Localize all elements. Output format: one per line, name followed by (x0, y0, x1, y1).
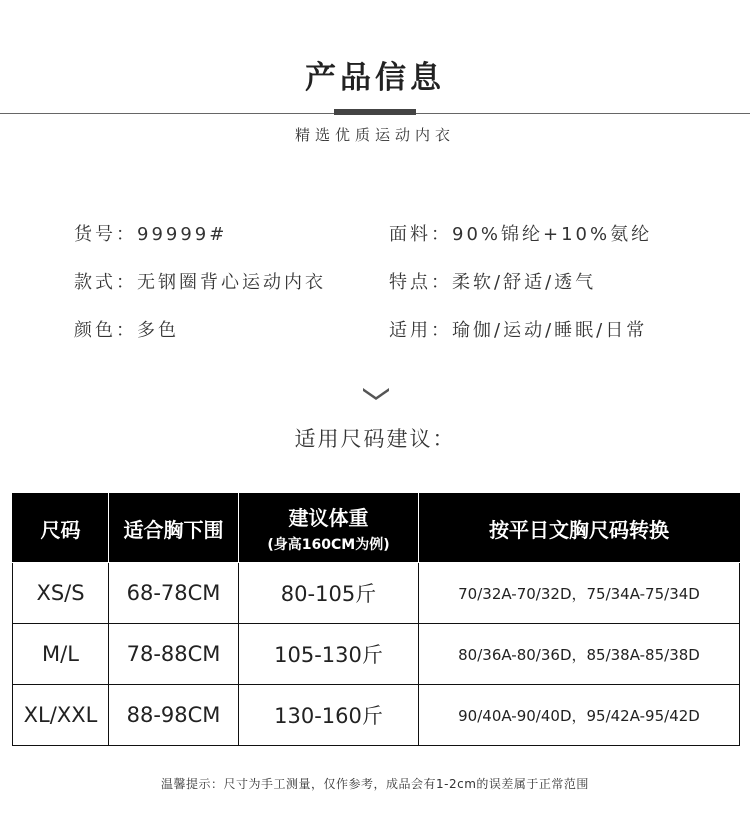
table-row (13, 685, 740, 746)
size-section-heading: 适用尺码建议： (294, 427, 456, 451)
usage: 适用：瑜伽/运动/睡眠/日常 (389, 320, 648, 341)
header-underbust: 适合胸下围 (109, 494, 239, 563)
table-row (13, 563, 740, 624)
cell-underbust: 68-78CM (109, 563, 239, 624)
cell-size: XL/XXL (13, 685, 109, 746)
cell-underbust: 78-88CM (109, 624, 239, 685)
cell-conversion: 90/40A-90/40D，95/42A-95/42D (419, 685, 740, 746)
header-conversion: 按平日文胸尺码转换 (419, 494, 740, 563)
header-size: 尺码 (13, 494, 109, 563)
header-weight (239, 494, 419, 563)
style: 款式：无钢圈背心运动内衣 (74, 272, 326, 293)
header-weight-sub: (身高160CM为例) (267, 537, 390, 553)
title-divider-accent (334, 109, 416, 115)
fabric: 面料：90%锦纶+10%氨纶 (389, 224, 653, 245)
cell-weight: 80-105斤 (239, 563, 419, 624)
cell-underbust: 88-98CM (109, 685, 239, 746)
footer-note: 温馨提示：尺寸为手工测量，仅作参考，成品会有1-2cm的误差属于正常范围 (161, 777, 589, 791)
table-header-row (13, 494, 740, 563)
cell-size: XS/S (13, 563, 109, 624)
cell-weight: 105-130斤 (239, 624, 419, 685)
cell-size: M/L (13, 624, 109, 685)
cell-conversion: 80/36A-80/36D，85/38A-85/38D (419, 624, 740, 685)
feature: 特点：柔软/舒适/透气 (389, 272, 597, 293)
chevron-down-icon (362, 386, 390, 400)
item-number: 货号：99999# (74, 224, 228, 245)
table-row (13, 624, 740, 685)
cell-weight: 130-160斤 (239, 685, 419, 746)
color: 颜色：多色 (74, 320, 179, 341)
header-weight-label: 建议体重 (288, 506, 369, 530)
size-table (12, 493, 740, 746)
page-subtitle: 精选优质运动内衣 (294, 126, 455, 144)
page-title: 产品信息 (305, 60, 445, 96)
cell-conversion: 70/32A-70/32D，75/34A-75/34D (419, 563, 740, 624)
